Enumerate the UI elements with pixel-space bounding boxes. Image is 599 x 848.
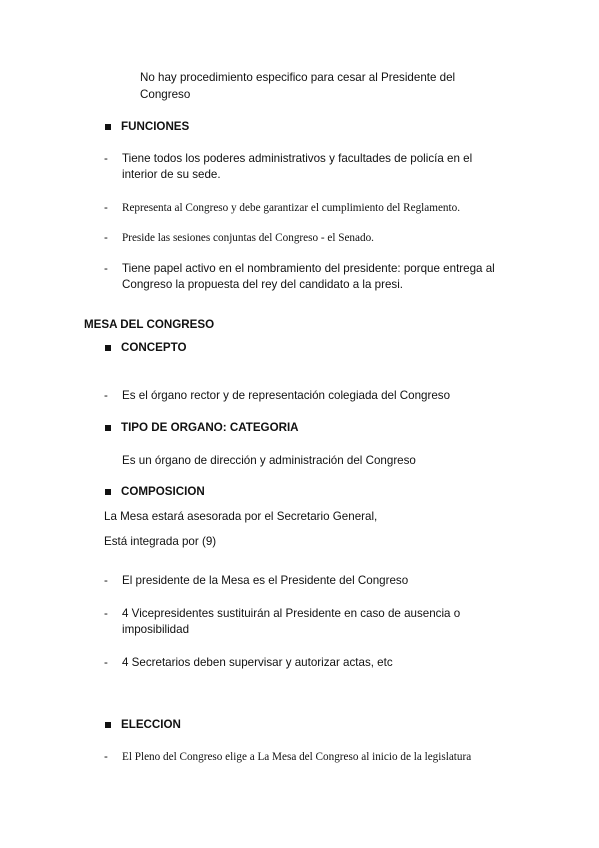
funciones-item-2: Representa al Congreso y debe garantizar el cumplimiento del Reglamento. — [122, 202, 460, 214]
square-bullet-icon — [105, 489, 111, 495]
composicion-item-1: El presidente de la Mesa es el Presidente del Congreso — [122, 574, 409, 587]
composicion-item-3: 4 Secretarios deben supervisar y autorizar actas, etc — [122, 656, 393, 669]
dash-marker: - — [104, 201, 108, 214]
composicion-text-2: Está integrada por (9) — [104, 535, 217, 548]
tipo-text: Es un órgano de dirección y administración del Congreso — [122, 454, 416, 467]
square-bullet-icon — [105, 722, 111, 728]
funciones-item-4-line-2: Congreso la propuesta del rey del candidato a la presi. — [122, 278, 404, 291]
dash-marker: - — [104, 656, 108, 669]
section-heading-tipo: TIPO DE ORGANO: CATEGORIA — [121, 421, 299, 434]
dash-marker: - — [104, 152, 108, 165]
square-bullet-icon — [105, 124, 111, 130]
funciones-item-4-line-1: Tiene papel activo en el nombramiento del presidente: porque entrega al — [122, 262, 495, 275]
funciones-item-3: Preside las sesiones conjuntas del Congreso - el Senado. — [122, 232, 374, 244]
composicion-item-2-line-1: 4 Vicepresidentes sustituirán al Presidente en caso de ausencia o — [122, 607, 461, 620]
intro-line-1: No hay procedimiento especifico para cesar al Presidente del — [140, 71, 456, 84]
dash-marker: - — [104, 607, 108, 620]
dash-marker: - — [104, 750, 108, 763]
dash-marker: - — [104, 574, 108, 587]
dash-marker: - — [104, 262, 108, 275]
funciones-item-1-line-1: Tiene todos los poderes administrativos y facultades de policía en el — [122, 152, 473, 165]
section-heading-composicion: COMPOSICION — [121, 485, 205, 498]
dash-marker: - — [104, 231, 108, 244]
intro-line-2: Congreso — [140, 88, 191, 101]
section-heading-eleccion: ELECCION — [121, 718, 181, 731]
composicion-item-2-line-2: imposibilidad — [122, 623, 190, 636]
mesa-title: MESA DEL CONGRESO — [84, 318, 215, 331]
square-bullet-icon — [105, 425, 111, 431]
section-heading-concepto: CONCEPTO — [121, 341, 187, 354]
square-bullet-icon — [105, 345, 111, 351]
dash-marker: - — [104, 389, 108, 402]
section-heading-funciones: FUNCIONES — [121, 120, 190, 133]
funciones-item-1-line-2: interior de su sede. — [122, 168, 221, 181]
composicion-text-1: La Mesa estará asesorada por el Secretario General, — [104, 510, 378, 523]
eleccion-item: El Pleno del Congreso elige a La Mesa del Congreso al inicio de la legislatura — [122, 751, 472, 763]
concepto-item: Es el órgano rector y de representación colegiada del Congreso — [122, 389, 451, 402]
